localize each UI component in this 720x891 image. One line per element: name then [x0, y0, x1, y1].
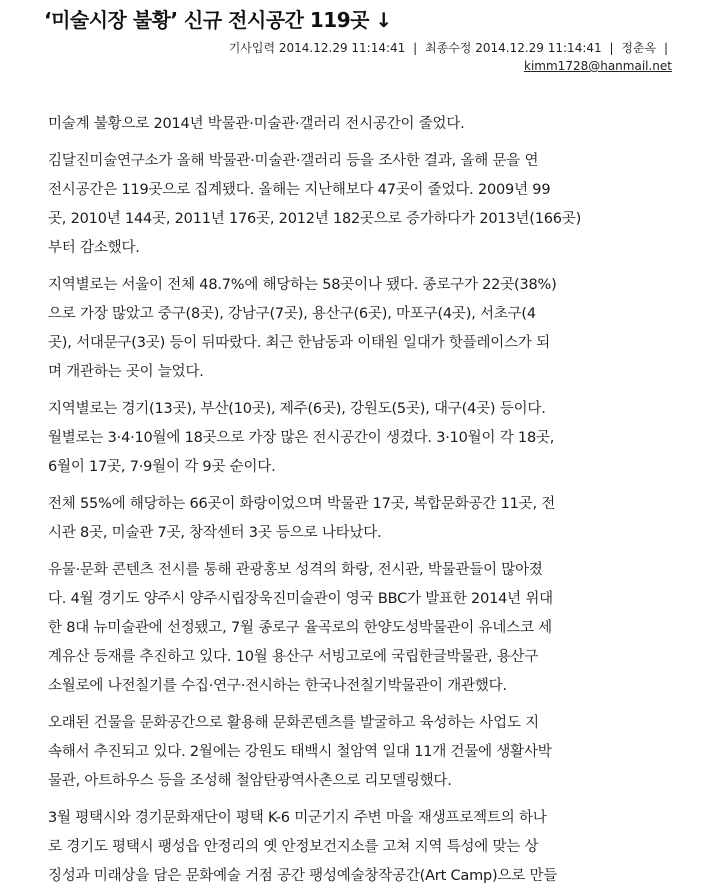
article-paragraph: [48, 556, 676, 701]
paragraph-line: 며 개관하는 곳이 늘었다.: [48, 364, 204, 380]
author-name: 정춘옥: [621, 41, 657, 55]
modified-label: 최종수정: [425, 41, 472, 55]
paragraph-line: 계유산 등재를 추진하고 있다. 10월 용산구 서빙고로에 국립한글박물관, 용산구: [48, 649, 539, 665]
paragraph-line: 속해서 추진되고 있다. 2월에는 강원도 태백시 철암역 일대 11개 건물에 생활사박: [48, 744, 552, 760]
paragraph-line: 시관 8곳, 미술관 7곳, 창작센터 3곳 등으로 나타났다.: [48, 525, 382, 541]
author-email-link[interactable]: kimm1728@hanmail.net: [524, 59, 672, 73]
meta-separator: |: [609, 41, 614, 55]
paragraph-line: 로 경기도 평택시 팽성읍 안정리의 옛 안정보건지소를 고쳐 지역 특성에 맞는 상: [48, 839, 539, 855]
paragraph-line: 다. 4월 경기도 양주시 양주시립장욱진미술관이 영국 BBC가 발표한 2014년 위대: [48, 591, 553, 607]
paragraph-line: 6월이 17곳, 7·9월이 각 9곳 순이다.: [48, 459, 276, 475]
paragraph-line: 월별로는 3·4·10월에 18곳으로 가장 많은 전시공간이 생겼다. 3·10월이 각 18곳,: [48, 430, 555, 446]
paragraph-line: 부터 감소했다.: [48, 240, 140, 256]
article-paragraph: [48, 147, 676, 263]
paragraph-line: 곳), 서대문구(3곳) 등이 뒤따랐다. 최근 한남동과 이태원 일대가 핫플레이스가 되: [48, 335, 550, 351]
article-headline: ‘미술시장 불황’ 신규 전시공간 119곳 ↓: [44, 8, 392, 32]
article-paragraph: [48, 709, 676, 796]
input-time: 2014.12.29 11:14:41: [278, 41, 406, 55]
paragraph-line: 곳, 2010년 144곳, 2011년 176곳, 2012년 182곳으로 증가하다가 2013년(166곳): [48, 211, 582, 227]
meta-separator: |: [663, 41, 668, 55]
paragraph-line: 전시공간은 119곳으로 집계됐다. 올해는 지난해보다 47곳이 줄었다. 2009년 99: [48, 182, 551, 198]
article-paragraph: [48, 395, 676, 482]
article-paragraph: [48, 271, 676, 387]
paragraph-line: 징성과 미래상을 담은 문화예술 거점 공간 팽성예술창작공간(Art Camp)으로 만들: [48, 868, 558, 884]
input-label: 기사입력: [228, 41, 276, 55]
paragraph-line: 한 8대 뉴미술관에 선정됐고, 7월 종로구 율곡로의 한양도성박물관이 유네스코 세: [48, 620, 552, 636]
paragraph-line: 소월로에 나전칠기를 수집·연구·전시하는 한국나전칠기박물관이 개관했다.: [48, 678, 507, 694]
article-body: [48, 110, 676, 891]
paragraph-line: 지역별로는 서울이 전체 48.7%에 해당하는 58곳이나 됐다. 종로구가 22곳(38%): [48, 277, 557, 293]
meta-separator: |: [413, 41, 418, 55]
paragraph-line: 오래된 건물을 문화공간으로 활용해 문화콘텐츠를 발굴하고 육성하는 사업도 지: [48, 715, 539, 731]
paragraph-line: 으로 가장 많았고 중구(8곳), 강남구(7곳), 용산구(6곳), 마포구(4곳), 서초구(4: [48, 306, 536, 322]
paragraph-line: 미술계 불황으로 2014년 박물관·미술관·갤러리 전시공간이 줄었다.: [48, 116, 465, 132]
paragraph-line: 물관, 아트하우스 등을 조성해 철암탄광역사촌으로 리모델링했다.: [48, 773, 452, 789]
paragraph-line: 지역별로는 경기(13곳), 부산(10곳), 제주(6곳), 강원도(5곳), 대구(4곳) 등이다.: [48, 401, 546, 417]
modified-time: 2014.12.29 11:14:41: [475, 41, 602, 55]
article-meta: [229, 39, 672, 75]
paragraph-line: 김달진미술연구소가 올해 박물관·미술관·갤러리 등을 조사한 결과, 올해 문을 연: [48, 153, 539, 169]
article-paragraph: [48, 110, 676, 139]
paragraph-line: 전체 55%에 해당하는 66곳이 화랑이었으며 박물관 17곳, 복합문화공간 11곳, 전: [48, 496, 556, 512]
article-paragraph: [48, 490, 676, 548]
paragraph-line: 3월 평택시와 경기문화재단이 평택 K-6 미군기지 주변 마을 재생프로젝트의 하나: [48, 810, 547, 826]
paragraph-line: 유물·문화 콘텐츠 전시를 통해 관광홍보 성격의 화랑, 전시관, 박물관들이 많아졌: [48, 562, 543, 578]
